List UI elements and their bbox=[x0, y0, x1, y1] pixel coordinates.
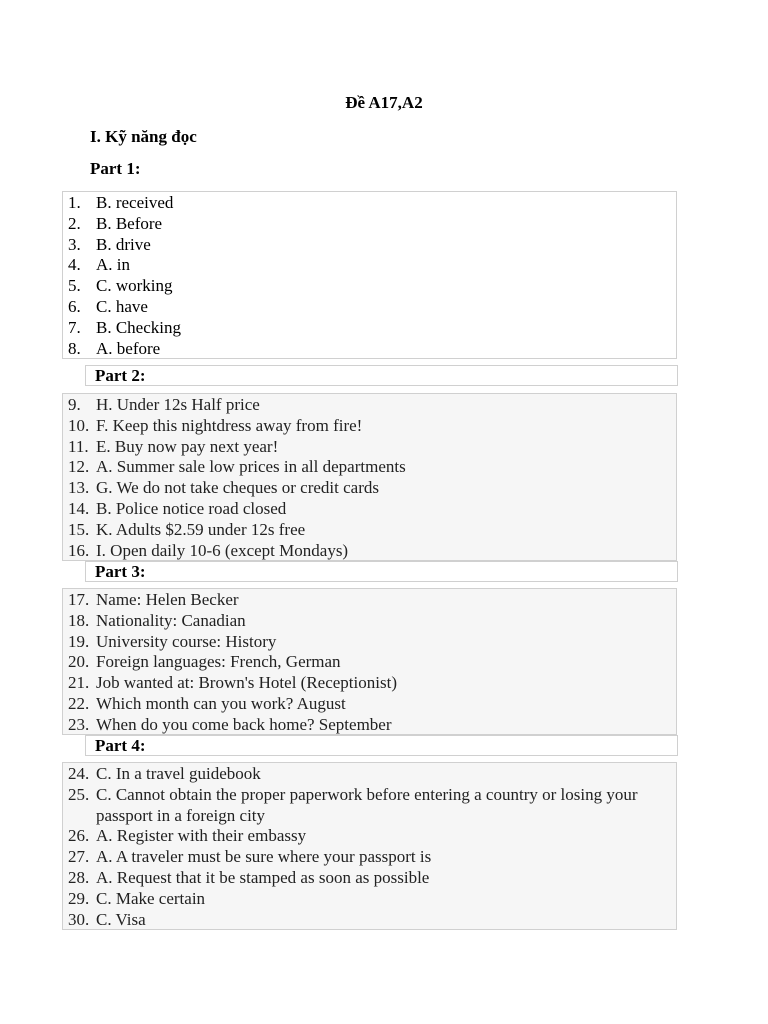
answer-number: 15. bbox=[68, 519, 90, 539]
answer-number: 27. bbox=[68, 847, 90, 867]
answer-number: 30. bbox=[68, 909, 90, 929]
answer-row bbox=[63, 826, 676, 847]
answer-row bbox=[63, 632, 676, 653]
answer-text: A. Summer sale low prices in all departments bbox=[96, 457, 406, 477]
answer-text: Foreign languages: French, German bbox=[96, 652, 341, 672]
answer-text: Job wanted at: Brown's Hotel (Receptionist) bbox=[96, 673, 397, 693]
document-title: Đề A17,A2 bbox=[345, 93, 423, 112]
answer-number: 21. bbox=[68, 673, 90, 693]
answer-number: 25. bbox=[68, 784, 90, 804]
answer-text: C. working bbox=[96, 276, 173, 296]
answer-row bbox=[63, 235, 676, 256]
answer-text: C. have bbox=[96, 296, 148, 316]
answer-text: A. before bbox=[96, 338, 161, 358]
answer-text: B. Checking bbox=[96, 317, 181, 337]
answer-number: 16. bbox=[68, 540, 90, 560]
answer-row bbox=[63, 520, 676, 541]
answer-text: When do you come back home? September bbox=[96, 714, 392, 734]
answer-number: 12. bbox=[68, 457, 90, 477]
answer-row bbox=[63, 416, 676, 437]
answer-number: 9. bbox=[68, 395, 81, 414]
answer-text: G. We do not take cheques or credit cards bbox=[96, 478, 379, 498]
answer-row bbox=[63, 437, 676, 458]
answer-row bbox=[63, 673, 676, 694]
answer-number: 8. bbox=[68, 338, 81, 358]
answer-text: I. Open daily 10-6 (except Mondays) bbox=[96, 540, 349, 560]
answer-text: University course: History bbox=[96, 631, 277, 651]
part3-answer-box bbox=[62, 588, 677, 735]
answer-number: 5. bbox=[68, 276, 81, 296]
answer-row bbox=[63, 785, 676, 827]
answer-number: 20. bbox=[68, 652, 90, 672]
answer-row bbox=[63, 457, 676, 478]
answer-text: B. received bbox=[96, 193, 174, 212]
answer-number: 7. bbox=[68, 317, 81, 337]
answer-row bbox=[63, 715, 676, 736]
part1-answer-box bbox=[62, 191, 677, 359]
answer-number: 19. bbox=[68, 631, 90, 651]
answer-number: 24. bbox=[68, 764, 90, 783]
answer-text: E. Buy now pay next year! bbox=[96, 436, 279, 456]
answer-row bbox=[63, 478, 676, 499]
answer-number: 4. bbox=[68, 255, 81, 275]
answer-row bbox=[63, 889, 676, 910]
answer-text: B. drive bbox=[96, 234, 151, 254]
answer-row bbox=[63, 395, 676, 416]
answer-text: C. Cannot obtain the proper paperwork before entering a country or losing your passport in a foreign city bbox=[96, 784, 638, 825]
answer-text: H. Under 12s Half price bbox=[96, 395, 260, 414]
part2-answer-box bbox=[62, 393, 677, 561]
answer-text: Nationality: Canadian bbox=[96, 610, 246, 630]
answer-number: 18. bbox=[68, 610, 90, 630]
part4-answer-box bbox=[62, 762, 677, 930]
answer-text: B. Police notice road closed bbox=[96, 498, 287, 518]
answer-row bbox=[63, 318, 676, 339]
answer-number: 2. bbox=[68, 213, 81, 233]
answer-number: 29. bbox=[68, 888, 90, 908]
part1-label: Part 1: bbox=[90, 159, 141, 178]
part2-label: Part 2: bbox=[85, 365, 678, 386]
answer-number: 23. bbox=[68, 714, 90, 734]
section-heading: I. Kỹ năng đọc bbox=[90, 127, 197, 146]
answer-row bbox=[63, 541, 676, 562]
answer-text: A. Request that it be stamped as soon as possible bbox=[96, 867, 430, 887]
answer-text: C. In a travel guidebook bbox=[96, 764, 261, 783]
answer-text: F. Keep this nightdress away from fire! bbox=[96, 415, 363, 435]
answer-text: B. Before bbox=[96, 213, 163, 233]
answer-row bbox=[63, 255, 676, 276]
part3-label: Part 3: bbox=[85, 561, 678, 582]
answer-row bbox=[63, 611, 676, 632]
answer-row bbox=[63, 499, 676, 520]
answer-number: 6. bbox=[68, 296, 81, 316]
answer-number: 11. bbox=[68, 436, 89, 456]
answer-row bbox=[63, 276, 676, 297]
answer-number: 10. bbox=[68, 415, 90, 435]
answer-row bbox=[63, 694, 676, 715]
answer-row bbox=[63, 910, 676, 931]
answer-row bbox=[63, 847, 676, 868]
answer-row bbox=[63, 214, 676, 235]
answer-row bbox=[63, 652, 676, 673]
answer-text: C. Make certain bbox=[96, 888, 206, 908]
answer-number: 1. bbox=[68, 193, 81, 212]
answer-row bbox=[63, 590, 676, 611]
answer-row bbox=[63, 764, 676, 785]
answer-text: A. A traveler must be sure where your passport is bbox=[96, 847, 432, 867]
answer-row bbox=[63, 297, 676, 318]
answer-text: A. Register with their embassy bbox=[96, 826, 307, 846]
answer-number: 17. bbox=[68, 590, 90, 609]
answer-number: 28. bbox=[68, 867, 90, 887]
answer-text: Name: Helen Becker bbox=[96, 590, 239, 609]
answer-number: 13. bbox=[68, 478, 90, 498]
answer-row bbox=[63, 193, 676, 214]
answer-number: 26. bbox=[68, 826, 90, 846]
answer-row bbox=[63, 339, 676, 360]
answer-number: 14. bbox=[68, 498, 90, 518]
answer-number: 3. bbox=[68, 234, 81, 254]
answer-text: Which month can you work? August bbox=[96, 693, 346, 713]
answer-text: C. Visa bbox=[96, 909, 146, 929]
answer-number: 22. bbox=[68, 693, 90, 713]
part4-label: Part 4: bbox=[85, 735, 678, 756]
answer-text: A. in bbox=[96, 255, 130, 275]
answer-row bbox=[63, 868, 676, 889]
answer-text: K. Adults $2.59 under 12s free bbox=[96, 519, 306, 539]
